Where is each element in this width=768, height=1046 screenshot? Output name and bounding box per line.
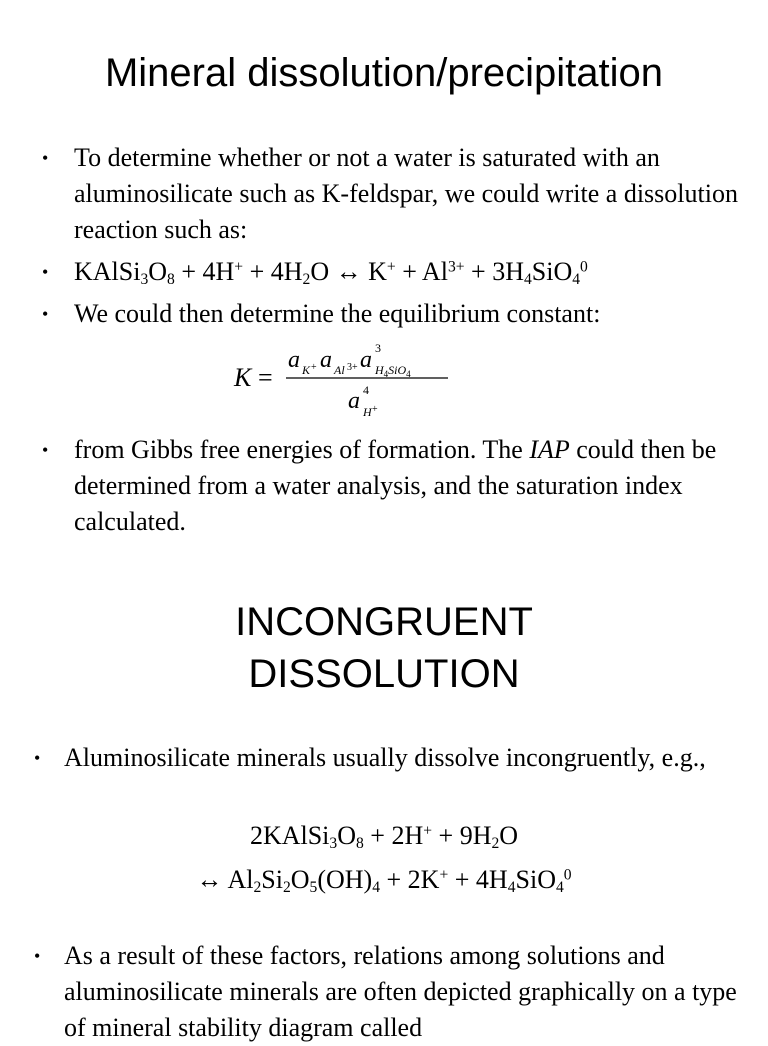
section-title-incongruent-dissolution	[0, 596, 768, 700]
subscript-h: H	[363, 405, 372, 419]
bullet-list-stability-diagram	[26, 938, 748, 1046]
superscript-plus-h: +	[372, 404, 378, 415]
subscript-k: K	[302, 363, 311, 377]
activity-a-h4sio4: a	[360, 347, 372, 373]
bullet-text: Aluminosilicate minerals usually dissolve incongruently, e.g.,	[64, 743, 706, 772]
equation-equals-sign: =	[258, 363, 273, 392]
title-line-2: DISSOLUTION	[248, 652, 520, 696]
activity-a-h: a	[348, 388, 360, 414]
exponent-cube: 3	[375, 341, 381, 355]
subscript-h4sio4: $H_4SiO_4$	[375, 363, 411, 379]
bullet-text: from Gibbs free energies of formation. The IAP could then be determined from a water analysis, and the saturation index calculated.	[74, 435, 717, 536]
reaction-kfeldspar: $KAlSi_3O_8 + 4H^+ + 4H_2O$ ↔ $K^+ + Al^{3+} + 3H_4SiO_4^0$	[74, 257, 588, 288]
reaction-line-products: ↔ $Al_2Si_2O_5(OH)_4 + 2K^+ + 4H_4SiO_4^0$	[196, 865, 572, 896]
bullet-text: As a result of these factors, relations among solutions and aluminosilicate minerals are often depicted graphically on a type of mineral stability diagram called	[64, 941, 737, 1042]
bullet-item-determine-saturation	[38, 140, 748, 248]
superscript-plus-k: +	[311, 362, 317, 373]
bullet-dot-icon: •	[42, 440, 49, 460]
reaction-line-reactants: $2KAlSi_3O_8 + 2H^+ + 9H_2O$	[249, 821, 519, 852]
bullet-text: To determine whether or not a water is saturated with an aluminosilicate such as K-feldspar, we could write a dissolution reaction such as:	[74, 143, 738, 244]
equilibrium-constant-equation	[230, 338, 460, 424]
activity-a-al: a	[320, 347, 332, 373]
bullet-item-stability-diagram	[26, 938, 748, 1046]
bullet-list-incongruent	[26, 740, 748, 776]
bullet-dot-icon: •	[42, 148, 49, 168]
title-line-1: INCONGRUENT	[235, 600, 533, 644]
equation-lhs-k: K	[234, 363, 252, 392]
bullet-text: We could then determine the equilibrium constant:	[74, 299, 601, 328]
iap-term: IAP	[529, 435, 570, 464]
bullet-dot-icon: •	[42, 304, 49, 324]
bullet-dot-icon: •	[34, 748, 41, 768]
bullet-dot-icon: •	[34, 946, 41, 966]
bullet-dot-icon: •	[42, 262, 49, 282]
bullet-item-equilibrium-constant	[38, 296, 748, 332]
activity-a-k: a	[288, 347, 300, 373]
superscript-3plus-al: 3+	[347, 362, 358, 373]
slide-title: Mineral dissolution/precipitation	[104, 51, 664, 95]
bullet-item-dissolve-incongruently	[26, 740, 748, 776]
exponent-four: 4	[363, 383, 369, 397]
subscript-al: Al	[334, 363, 345, 377]
bullet-item-kfeldspar-reaction	[38, 254, 748, 290]
bullet-item-gibbs-iap	[38, 432, 748, 540]
